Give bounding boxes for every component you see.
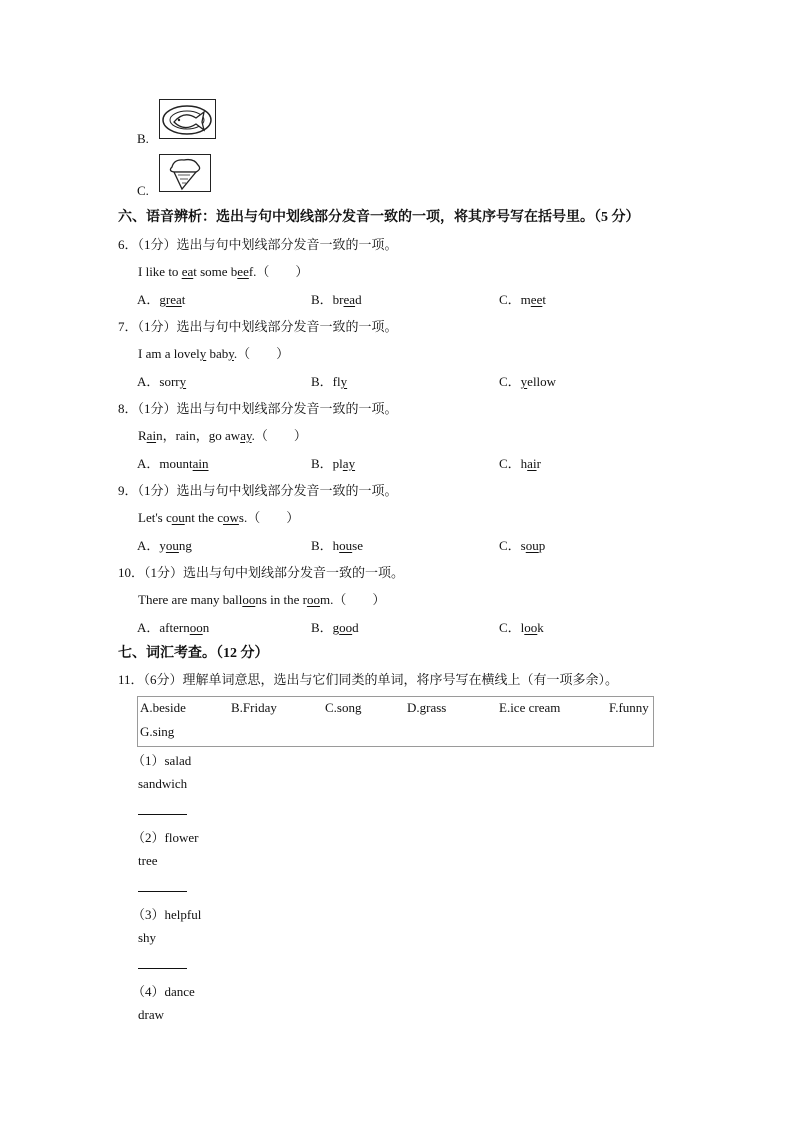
underlined-letters: rea	[165, 292, 182, 307]
item-label: （3）helpful	[132, 907, 202, 922]
text-fragment: A．sorr	[137, 374, 180, 389]
answer-option[interactable]	[499, 535, 545, 554]
word-bank-item: C.song	[325, 700, 362, 715]
answer-option[interactable]	[137, 289, 185, 308]
word-bank-item: D.grass	[407, 700, 447, 715]
text-fragment: f.（ ）	[248, 264, 309, 279]
underlined-letters: ou	[171, 510, 185, 525]
text-fragment: ellow	[527, 374, 557, 389]
word-bank-item: E.ice cream	[499, 700, 561, 715]
section7-title: 七、词汇考查。（12 分）	[118, 646, 269, 661]
text-fragment: d	[352, 620, 359, 635]
text-fragment: B．pl	[311, 456, 343, 471]
q11-stem: 11．（6分）理解单词意思，选出与它们同类的单词，将序号写在横线上（有一项多余）。	[118, 672, 619, 687]
underlined-letters: ee	[530, 292, 543, 307]
underlined-letters: ay	[342, 456, 356, 471]
text-fragment: B．br	[311, 292, 344, 307]
answer-option[interactable]	[137, 453, 209, 472]
question-stem: 7．（1分）选出与句中划线部分发音一致的一项。	[118, 319, 398, 334]
underlined-letters: oo	[339, 620, 353, 635]
text-fragment: A．aftern	[137, 620, 190, 635]
text-fragment: C．l	[499, 620, 525, 635]
item-word: shy	[138, 930, 157, 945]
text-fragment: A．g	[137, 292, 166, 307]
underlined-letters: ea	[181, 264, 194, 279]
question-sentence	[138, 261, 308, 280]
word-bank-item: B.Friday	[231, 700, 277, 715]
fish-on-plate-icon	[159, 99, 216, 139]
option-b-label: B.	[137, 131, 149, 146]
text-fragment: B．fl	[311, 374, 341, 389]
word-bank-box	[137, 696, 654, 747]
answer-option[interactable]	[137, 371, 186, 390]
text-fragment: .（ ）	[233, 346, 290, 361]
answer-blank[interactable]	[138, 814, 187, 815]
answer-blank[interactable]	[138, 968, 187, 969]
text-fragment: .（ ）	[251, 428, 307, 443]
question-sentence	[138, 425, 307, 444]
underlined-letters: ow	[223, 510, 239, 525]
item-label: （2）flower	[132, 830, 199, 845]
text-fragment: C．s	[499, 538, 526, 553]
answer-option[interactable]	[499, 289, 546, 308]
text-fragment: n	[202, 620, 210, 635]
text-fragment: There are many ball	[138, 592, 243, 607]
question-sentence	[138, 589, 385, 608]
answer-option[interactable]	[311, 371, 347, 390]
question-sentence	[138, 507, 299, 526]
ice-cream-cone-icon	[159, 154, 211, 192]
text-fragment: C．m	[499, 292, 531, 307]
underlined-letters: ou	[525, 538, 539, 553]
answer-option[interactable]	[499, 453, 541, 472]
underlined-letters: ou	[339, 538, 353, 553]
text-fragment: Let's c	[138, 510, 172, 525]
item-word: sandwich	[138, 776, 188, 791]
answer-option[interactable]	[311, 289, 362, 308]
text-fragment: C．h	[499, 456, 528, 471]
answer-option[interactable]	[137, 535, 192, 554]
text-fragment: t	[542, 292, 546, 307]
text-fragment: nt the c	[184, 510, 224, 525]
underlined-letters: oo	[242, 592, 256, 607]
item-word: draw	[138, 1007, 164, 1022]
underlined-letters: oo	[189, 620, 203, 635]
text-fragment: se	[352, 538, 364, 553]
text-fragment: B．g	[311, 620, 340, 635]
text-fragment: m.（ ）	[319, 592, 386, 607]
word-bank-item: F.funny	[609, 700, 649, 715]
underlined-letters: ain	[192, 456, 209, 471]
word-bank-item: G.sing	[140, 724, 175, 739]
text-fragment: I like to	[138, 264, 182, 279]
text-fragment: bab	[206, 346, 229, 361]
text-fragment: I am a lovel	[138, 346, 200, 361]
item-word: tree	[138, 853, 158, 868]
answer-option[interactable]	[499, 617, 544, 636]
underlined-letters: ou	[165, 538, 179, 553]
question-stem: 8．（1分）选出与句中划线部分发音一致的一项。	[118, 401, 398, 416]
answer-option[interactable]	[311, 453, 355, 472]
question-stem: 10．（1分）选出与句中划线部分发音一致的一项。	[118, 565, 405, 580]
word-bank-item: A.beside	[140, 700, 186, 715]
underlined-letters: oo	[524, 620, 538, 635]
text-fragment: n，rain，go aw	[156, 428, 241, 443]
text-fragment: B．h	[311, 538, 340, 553]
text-fragment: t	[181, 292, 186, 307]
text-fragment: d	[355, 292, 362, 307]
underlined-letters: y	[228, 346, 234, 361]
text-fragment: k	[537, 620, 544, 635]
text-fragment: r	[536, 456, 541, 471]
text-fragment: t some b	[193, 264, 238, 279]
text-fragment: A．mount	[137, 456, 193, 471]
text-fragment: ns in the r	[255, 592, 307, 607]
section6-title: 六、语音辨析：选出与句中划线部分发音一致的一项，将其序号写在括号里。（5 分）	[118, 210, 640, 225]
question-stem: 9．（1分）选出与句中划线部分发音一致的一项。	[118, 483, 398, 498]
answer-option[interactable]	[137, 617, 209, 636]
text-fragment: A．y	[137, 538, 166, 553]
answer-option[interactable]	[311, 535, 363, 554]
answer-option[interactable]	[499, 371, 556, 390]
underlined-letters: ai	[527, 456, 537, 471]
underlined-letters: oo	[306, 592, 320, 607]
underlined-letters: y	[199, 346, 207, 361]
item-label: （1）salad	[132, 753, 192, 768]
answer-blank[interactable]	[138, 891, 187, 892]
option-c-label: C.	[137, 183, 149, 198]
underlined-letters: y	[340, 374, 348, 389]
text-fragment: R	[138, 428, 147, 443]
underlined-letters: ay	[240, 428, 252, 443]
text-fragment: p	[538, 538, 546, 553]
text-fragment: C．	[499, 374, 521, 389]
underlined-letters: ee	[237, 264, 249, 279]
underlined-letters: ea	[343, 292, 356, 307]
underlined-letters: ai	[146, 428, 157, 443]
item-label: （4）dance	[132, 984, 195, 999]
question-stem: 6．（1分）选出与句中划线部分发音一致的一项。	[118, 237, 398, 252]
text-fragment: ng	[178, 538, 192, 553]
text-fragment: s.（ ）	[238, 510, 300, 525]
answer-option[interactable]	[311, 617, 359, 636]
underlined-letters: y	[179, 374, 187, 389]
underlined-letters: y	[520, 374, 528, 389]
question-sentence	[138, 343, 289, 362]
